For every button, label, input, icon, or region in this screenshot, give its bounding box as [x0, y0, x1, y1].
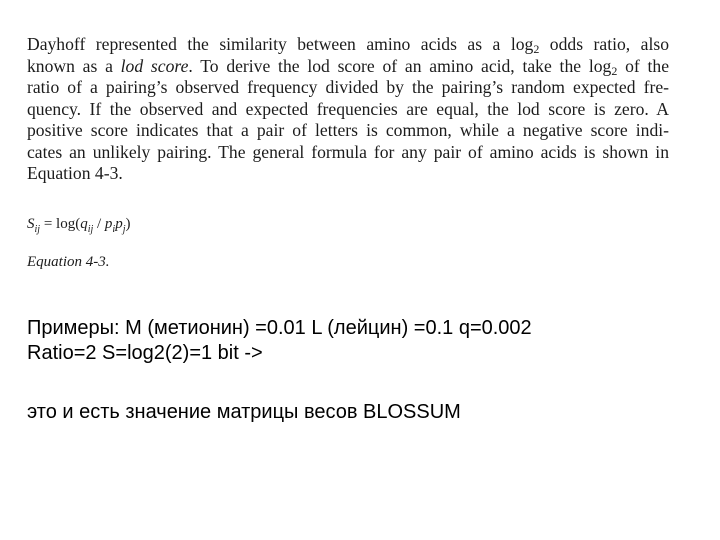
blossum-note: это и есть значение матрицы весов BLOSSUM — [27, 401, 461, 423]
book-line-5: positive score indicates that a pair of letters is common, while a negative score indi- — [27, 120, 669, 140]
book-line-6: cates an unlikely pairing. The general formula for any pair of amino acids is shown in — [27, 141, 669, 162]
lod-score-term: lod score — [120, 55, 189, 76]
lod-score-formula: $S_{ij} = \log(q_{ij} / p_ip_j)$ — [27, 216, 131, 235]
book-line-3: ratio of a pairing’s observed frequency divided by the pairing’s random expected fre- — [27, 77, 669, 97]
book-line-4: quency. If the observed and expected frequencies are equal, the lod score is zero. A — [27, 98, 669, 119]
book-line-7: Equation 4-3. — [27, 163, 123, 183]
example-line-1: Примеры: M (метионин) =0.01 L (лейцин) =0.1 q=0.002 — [27, 317, 532, 339]
example-line-2: Ratio=2 S=log2(2)=1 bit -> — [27, 342, 263, 364]
book-excerpt — [27, 34, 669, 185]
equation-label: Equation 4-3. — [27, 254, 110, 270]
book-line-2: known as a lod score. To derive the lod score of an amino acid, take the $\log_2$ of the — [27, 55, 670, 78]
book-line-1: Dayhoff represented the similarity between amino acids as a $\log_2$ odds ratio, also — [27, 34, 669, 56]
